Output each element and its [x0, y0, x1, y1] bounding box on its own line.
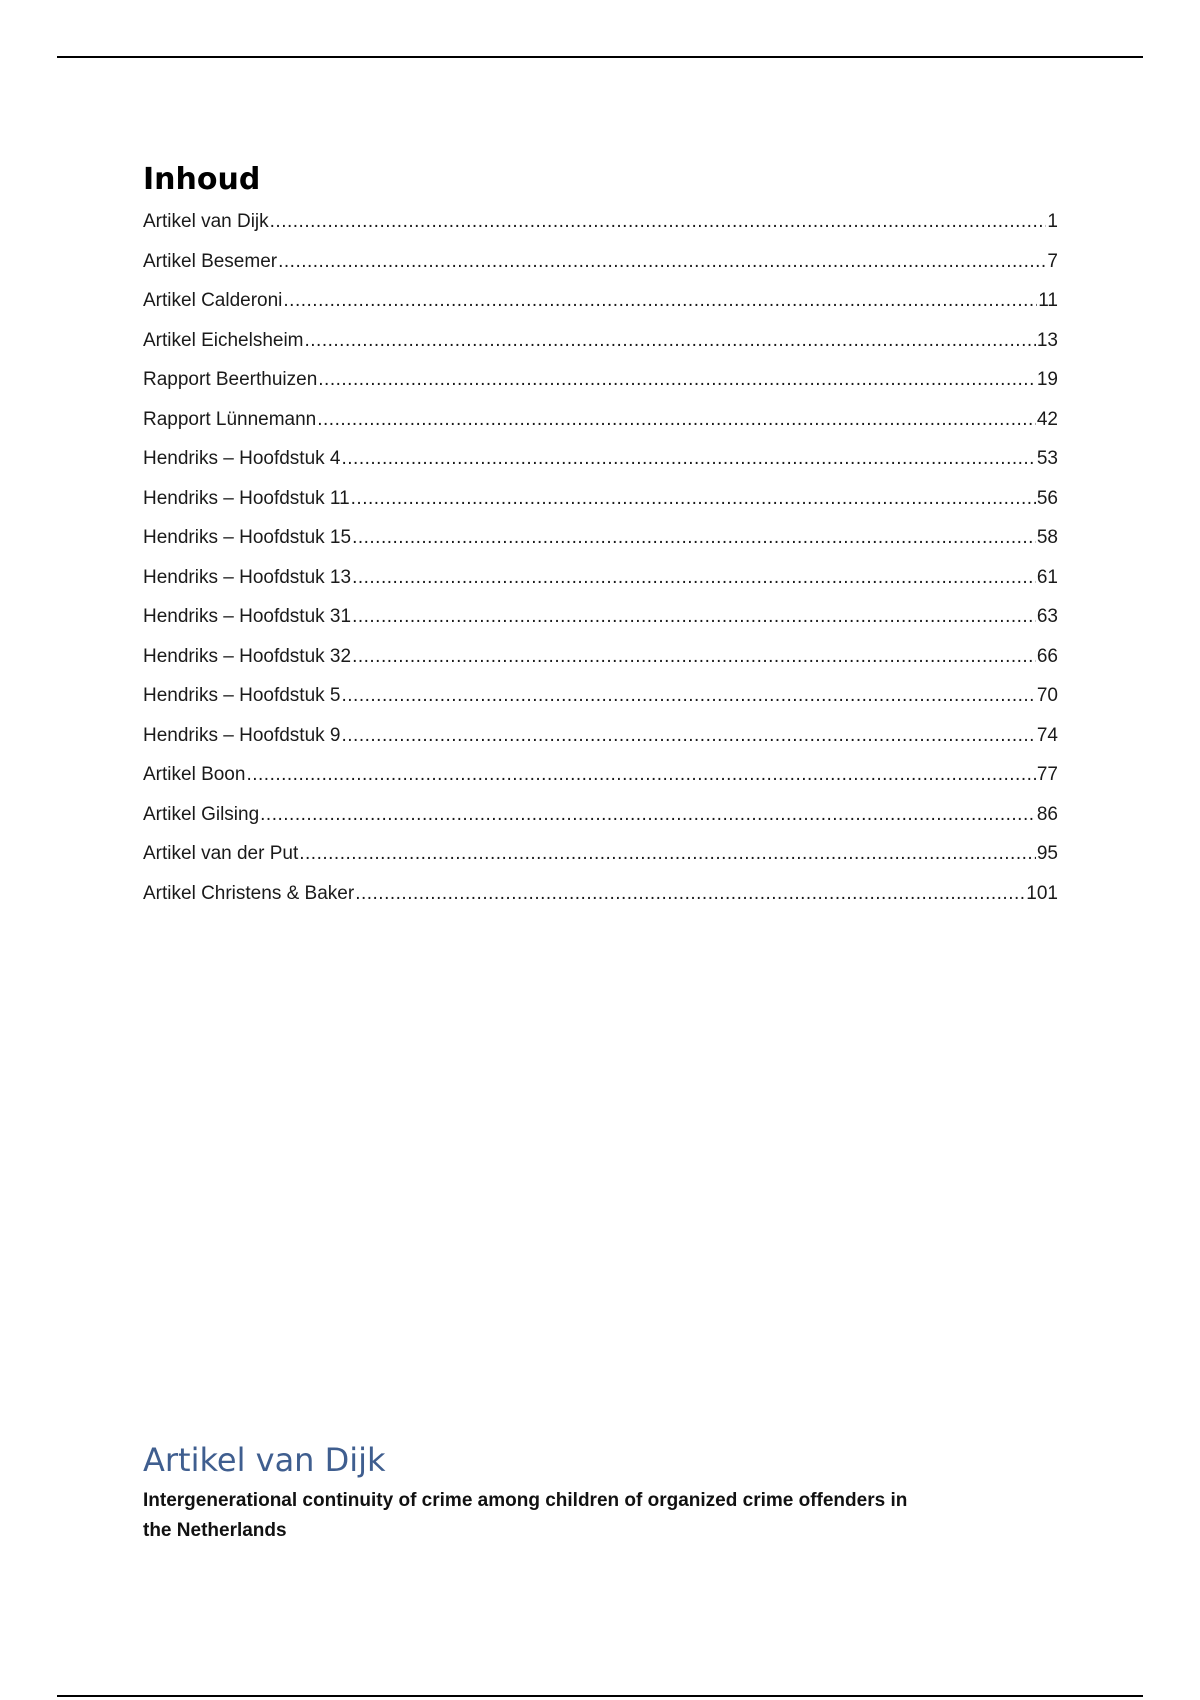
- toc-entry[interactable]: [143, 368, 1058, 408]
- toc-leader: [317, 408, 1036, 432]
- toc-entry[interactable]: [143, 645, 1058, 685]
- toc-entry[interactable]: [143, 763, 1058, 803]
- toc-entry-page: 101: [1026, 882, 1058, 904]
- toc-leader: [352, 645, 1036, 669]
- toc-leader: [299, 842, 1036, 866]
- toc-leader: [352, 605, 1036, 629]
- toc-entry-label: Artikel Eichelsheim: [143, 329, 304, 351]
- toc-entry[interactable]: [143, 329, 1058, 369]
- toc-entry[interactable]: [143, 605, 1058, 645]
- toc-entry-page: 74: [1036, 724, 1058, 746]
- toc-entry-label: Artikel Gilsing: [143, 803, 260, 825]
- toc-leader: [270, 210, 1047, 234]
- toc-entry-label: Hendriks – Hoofdstuk 31: [143, 606, 352, 627]
- toc-entry[interactable]: [143, 882, 1058, 922]
- footer-rule: [57, 1695, 1143, 1697]
- toc-entry-page: 56: [1036, 487, 1058, 509]
- toc-leader: [342, 447, 1036, 471]
- toc-leader: [351, 487, 1036, 511]
- toc-entry[interactable]: [143, 210, 1058, 250]
- toc-entry[interactable]: [143, 842, 1058, 882]
- toc-leader: [352, 566, 1036, 590]
- toc-leader: [246, 763, 1035, 787]
- toc-entry-page: 95: [1036, 843, 1058, 864]
- toc-leader: [260, 803, 1036, 827]
- toc-list: [143, 210, 1058, 921]
- toc-leader: [342, 684, 1036, 708]
- section-subtitle: Intergenerational continuity of crime among children of organized crime offenders in the Netherlands: [143, 1490, 908, 1541]
- toc-entry-label: Artikel van der Put: [143, 843, 299, 864]
- toc-entry-label: Hendriks – Hoofdstuk 9: [143, 724, 341, 746]
- toc-entry-label: Artikel Christens & Baker: [143, 882, 355, 904]
- toc-entry-label: Artikel Besemer: [143, 250, 278, 272]
- toc-entry-page: 66: [1036, 645, 1058, 667]
- toc-entry-label: Rapport Lünnemann: [143, 408, 317, 430]
- toc-entry-label: Hendriks – Hoofdstuk 32: [143, 645, 352, 667]
- table-of-contents: [143, 162, 1058, 921]
- header-rule: [57, 56, 1143, 58]
- toc-entry[interactable]: [143, 250, 1058, 290]
- toc-entry[interactable]: [143, 487, 1058, 527]
- toc-entry-label: Hendriks – Hoofdstuk 13: [143, 566, 352, 588]
- toc-entry-page: 7: [1047, 250, 1058, 272]
- toc-entry-page: 63: [1036, 606, 1058, 627]
- toc-entry-label: Hendriks – Hoofdstuk 11: [143, 487, 350, 509]
- toc-entry-page: 58: [1036, 527, 1058, 548]
- toc-leader: [283, 289, 1037, 313]
- toc-leader: [342, 724, 1036, 748]
- toc-entry-page: 11: [1038, 290, 1058, 311]
- toc-entry[interactable]: [143, 566, 1058, 606]
- toc-entry-label: Artikel van Dijk: [143, 211, 269, 232]
- toc-entry-label: Rapport Beerthuizen: [143, 369, 318, 390]
- section-heading: Artikel van Dijk: [143, 1441, 386, 1479]
- toc-leader: [355, 882, 1025, 906]
- toc-entry[interactable]: [143, 289, 1058, 329]
- toc-entry-label: Hendriks – Hoofdstuk 5: [143, 685, 341, 706]
- toc-entry-label: Artikel Boon: [143, 764, 246, 785]
- toc-entry-page: 1: [1047, 211, 1058, 232]
- toc-entry[interactable]: [143, 447, 1058, 487]
- toc-entry-page: 53: [1036, 448, 1058, 469]
- toc-entry[interactable]: [143, 408, 1058, 448]
- toc-leader: [305, 329, 1036, 353]
- toc-entry-page: 61: [1036, 566, 1058, 588]
- toc-entry[interactable]: [143, 724, 1058, 764]
- toc-leader: [352, 526, 1036, 550]
- article-section: [143, 1440, 1058, 1546]
- toc-entry-page: 77: [1036, 764, 1058, 785]
- toc-entry-page: 42: [1036, 408, 1058, 430]
- toc-title: Inhoud: [143, 162, 261, 197]
- toc-leader: [318, 368, 1036, 392]
- toc-entry-page: 19: [1036, 369, 1058, 390]
- toc-entry-page: 86: [1036, 803, 1058, 825]
- toc-entry-page: 70: [1036, 685, 1058, 706]
- toc-entry[interactable]: [143, 684, 1058, 724]
- toc-entry-label: Hendriks – Hoofdstuk 4: [143, 448, 341, 469]
- toc-entry[interactable]: [143, 526, 1058, 566]
- toc-entry-page: 13: [1036, 329, 1058, 351]
- toc-leader: [278, 250, 1046, 274]
- toc-entry[interactable]: [143, 803, 1058, 843]
- toc-entry-label: Hendriks – Hoofdstuk 15: [143, 527, 352, 548]
- toc-entry-label: Artikel Calderoni: [143, 290, 283, 311]
